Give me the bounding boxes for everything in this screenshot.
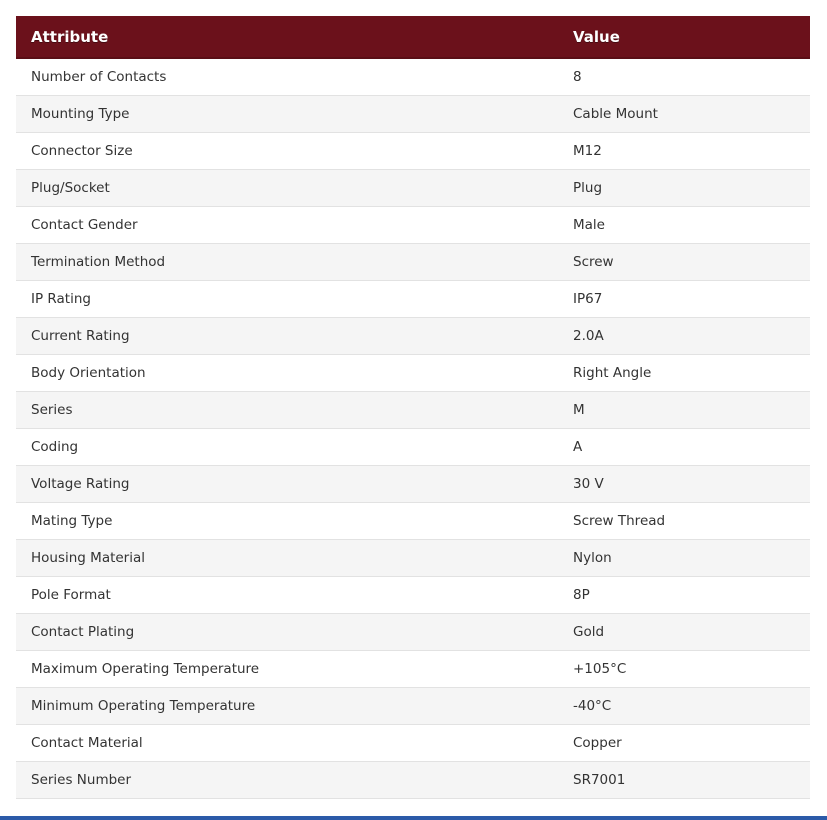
table-row — [16, 724, 810, 761]
value-cell: 8P — [557, 576, 810, 613]
table-row — [16, 428, 810, 465]
value-cell: Copper — [557, 724, 810, 761]
specifications-table — [16, 16, 810, 799]
table-row — [16, 243, 810, 280]
attribute-cell: Minimum Operating Temperature — [16, 687, 557, 724]
attribute-cell: Body Orientation — [16, 354, 557, 391]
attribute-cell: Connector Size — [16, 132, 557, 169]
value-cell: 2.0A — [557, 317, 810, 354]
attribute-cell: Coding — [16, 428, 557, 465]
table-header-row — [16, 16, 810, 58]
table-row — [16, 354, 810, 391]
value-cell: A — [557, 428, 810, 465]
attribute-cell: Housing Material — [16, 539, 557, 576]
attribute-cell: Mounting Type — [16, 95, 557, 132]
table-row — [16, 687, 810, 724]
table-header — [16, 16, 810, 58]
table-row — [16, 206, 810, 243]
table-row — [16, 58, 810, 95]
value-cell: Male — [557, 206, 810, 243]
table-row — [16, 169, 810, 206]
table-row — [16, 317, 810, 354]
table-row — [16, 613, 810, 650]
attribute-cell: Number of Contacts — [16, 58, 557, 95]
table-row — [16, 539, 810, 576]
attribute-cell: Plug/Socket — [16, 169, 557, 206]
table-row — [16, 761, 810, 798]
attribute-cell: Mating Type — [16, 502, 557, 539]
table-body — [16, 58, 810, 798]
value-cell: Right Angle — [557, 354, 810, 391]
value-cell: Plug — [557, 169, 810, 206]
table-row — [16, 465, 810, 502]
table-row — [16, 502, 810, 539]
attribute-cell: Contact Material — [16, 724, 557, 761]
value-cell: Screw — [557, 243, 810, 280]
value-cell: +105°C — [557, 650, 810, 687]
column-header-value: Value — [557, 16, 810, 58]
value-cell: 30 V — [557, 465, 810, 502]
attribute-cell: Voltage Rating — [16, 465, 557, 502]
value-cell: Nylon — [557, 539, 810, 576]
attribute-cell: IP Rating — [16, 280, 557, 317]
table-row — [16, 132, 810, 169]
attribute-cell: Series — [16, 391, 557, 428]
value-cell: Gold — [557, 613, 810, 650]
table-row — [16, 280, 810, 317]
value-cell: M — [557, 391, 810, 428]
attribute-cell: Series Number — [16, 761, 557, 798]
attribute-cell: Contact Plating — [16, 613, 557, 650]
table-row — [16, 95, 810, 132]
table-row — [16, 650, 810, 687]
attribute-cell: Pole Format — [16, 576, 557, 613]
attribute-cell: Contact Gender — [16, 206, 557, 243]
value-cell: Cable Mount — [557, 95, 810, 132]
table-row — [16, 576, 810, 613]
value-cell: IP67 — [557, 280, 810, 317]
value-cell: Screw Thread — [557, 502, 810, 539]
value-cell: M12 — [557, 132, 810, 169]
attribute-cell: Current Rating — [16, 317, 557, 354]
value-cell: SR7001 — [557, 761, 810, 798]
bottom-accent-bar — [0, 816, 827, 820]
attribute-cell: Termination Method — [16, 243, 557, 280]
value-cell: -40°C — [557, 687, 810, 724]
table-row — [16, 391, 810, 428]
value-cell: 8 — [557, 58, 810, 95]
attribute-cell: Maximum Operating Temperature — [16, 650, 557, 687]
column-header-attribute: Attribute — [16, 16, 557, 58]
